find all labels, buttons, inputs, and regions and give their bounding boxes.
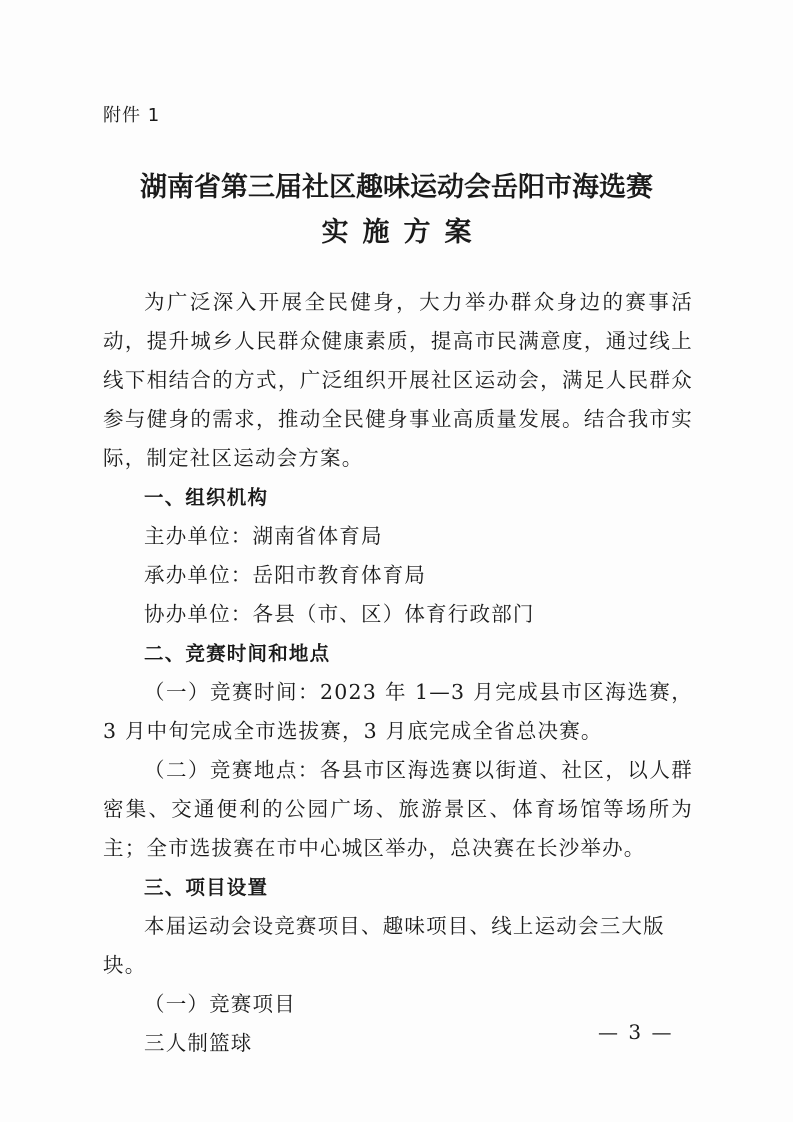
competition-time-paragraph: （一）竞赛时间：2023 年 1—3 月完成县市区海选赛，3 月中旬完成全市选拔赛，3 月底完成全省总决赛。 xyxy=(103,680,693,743)
section-heading-organization: 一、组织机构 xyxy=(144,486,269,509)
page-number: — 3 — xyxy=(598,1020,674,1044)
host-unit: 主办单位：湖南省体育局 xyxy=(144,524,383,548)
subsection-competition-events: （一）竞赛项目 xyxy=(144,992,296,1016)
section-heading-events: 三、项目设置 xyxy=(144,876,269,899)
intro-paragraph: 为广泛深入开展全民健身，大力举办群众身边的赛事活动，提升城乡人民群众健康素质，提高市民满意度，通过线上线下相结合的方式，广泛组织开展社区运动会，满足人民群众参与健身的需求，推动全民健身事业高质量发展。结合我市实际，制定社区运动会方案。 xyxy=(103,290,693,470)
event-item-basketball: 三人制篮球 xyxy=(144,1031,253,1055)
attachment-label: 附件 1 xyxy=(103,105,161,126)
competition-place-paragraph: （二）竞赛地点：各县市区海选赛以街道、社区，以人群密集、交通便利的公园广场、旅游景区、体育场馆等场所为主；全市选拔赛在市中心城区举办，总决赛在长沙举办。 xyxy=(103,758,693,860)
section-heading-time-place: 二、竞赛时间和地点 xyxy=(144,642,331,665)
events-intro: 本届运动会设竞赛项目、趣味项目、线上运动会三大版块。 xyxy=(103,914,665,977)
organizer-unit: 承办单位：岳阳市教育体育局 xyxy=(144,563,427,587)
document-title-line2: 实施方案 xyxy=(321,217,486,248)
document-body xyxy=(103,283,693,1063)
document-title-line1: 湖南省第三届社区趣味运动会岳阳市海选赛 xyxy=(140,172,653,203)
co-organizer-unit: 协办单位：各县（市、区）体育行政部门 xyxy=(144,602,535,626)
